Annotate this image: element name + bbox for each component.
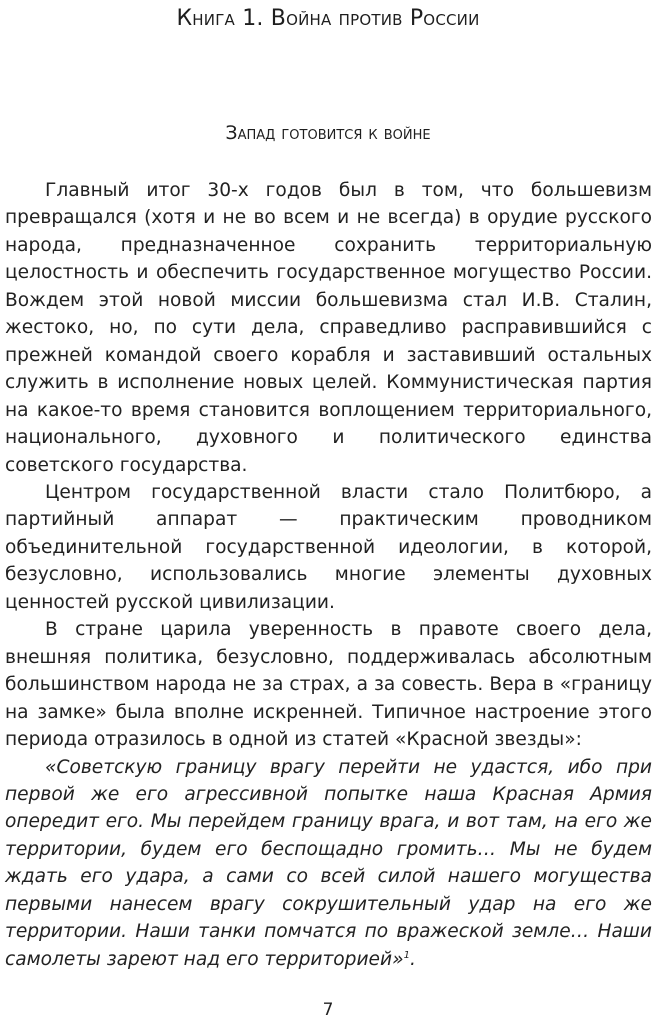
quote-paragraph bbox=[5, 754, 652, 974]
footnote-reference[interactable]: 1 bbox=[403, 949, 410, 961]
paragraph: Центром государственной власти стало Политбюро, а партийный аппарат — практическим проводником объединительной государственной идеологии, в которой, безусловно, использовались многие элементы духовных ценностей русской цивилизации. bbox=[5, 481, 652, 613]
chapter-title: Запад готовится к войне bbox=[225, 122, 431, 144]
body-text bbox=[5, 177, 652, 973]
page-number: 7 bbox=[322, 1000, 334, 1020]
paragraph: Главный итог 30-х годов был в том, что большевизм превращался (хотя и не во всем и не всегда) в орудие русского народа, предназначенное сохранить территориальную целостность и обеспечить государственное могущество России. Вождем этой новой миссии большевизма стал И.В. Сталин, жестоко, но, по сути дела, справедливо расправившийся с прежней командой своего корабля и заставивший остальных служить в исполнение новых целей. Коммунистическая партия на какое-то время становится воплощением территориального, национального, духовного и политического единства советского государства. bbox=[5, 180, 652, 476]
quote-end: . bbox=[409, 948, 416, 970]
quote-text: «Советскую границу врагу перейти не удастся, ибо при первой же его агрессивной попытке наша Красная Армия опередит его. Мы перейдем границу врага, и вот там, на его же территории, будем его беспощадно громить… Мы не будем ждать его удара, а сами со всей силой нашего могущества первыми нанесем врагу сокрушительный удар на его же территории. Наши танки помчатся по вражеской земле… Наши самолеты зареют над его территорией» bbox=[5, 756, 652, 970]
running-head: Книга 1. Война против России bbox=[176, 6, 480, 31]
paragraph: В стране царила уверенность в правоте своего дела, внешняя политика, безусловно, поддерживалась абсолютным большинством народа не за страх, а за совесть. Вера в «границу на замке» была вполне искренней. Типичное настроение этого периода отразилось в одной из статей «Красной звезды»: bbox=[5, 619, 652, 751]
